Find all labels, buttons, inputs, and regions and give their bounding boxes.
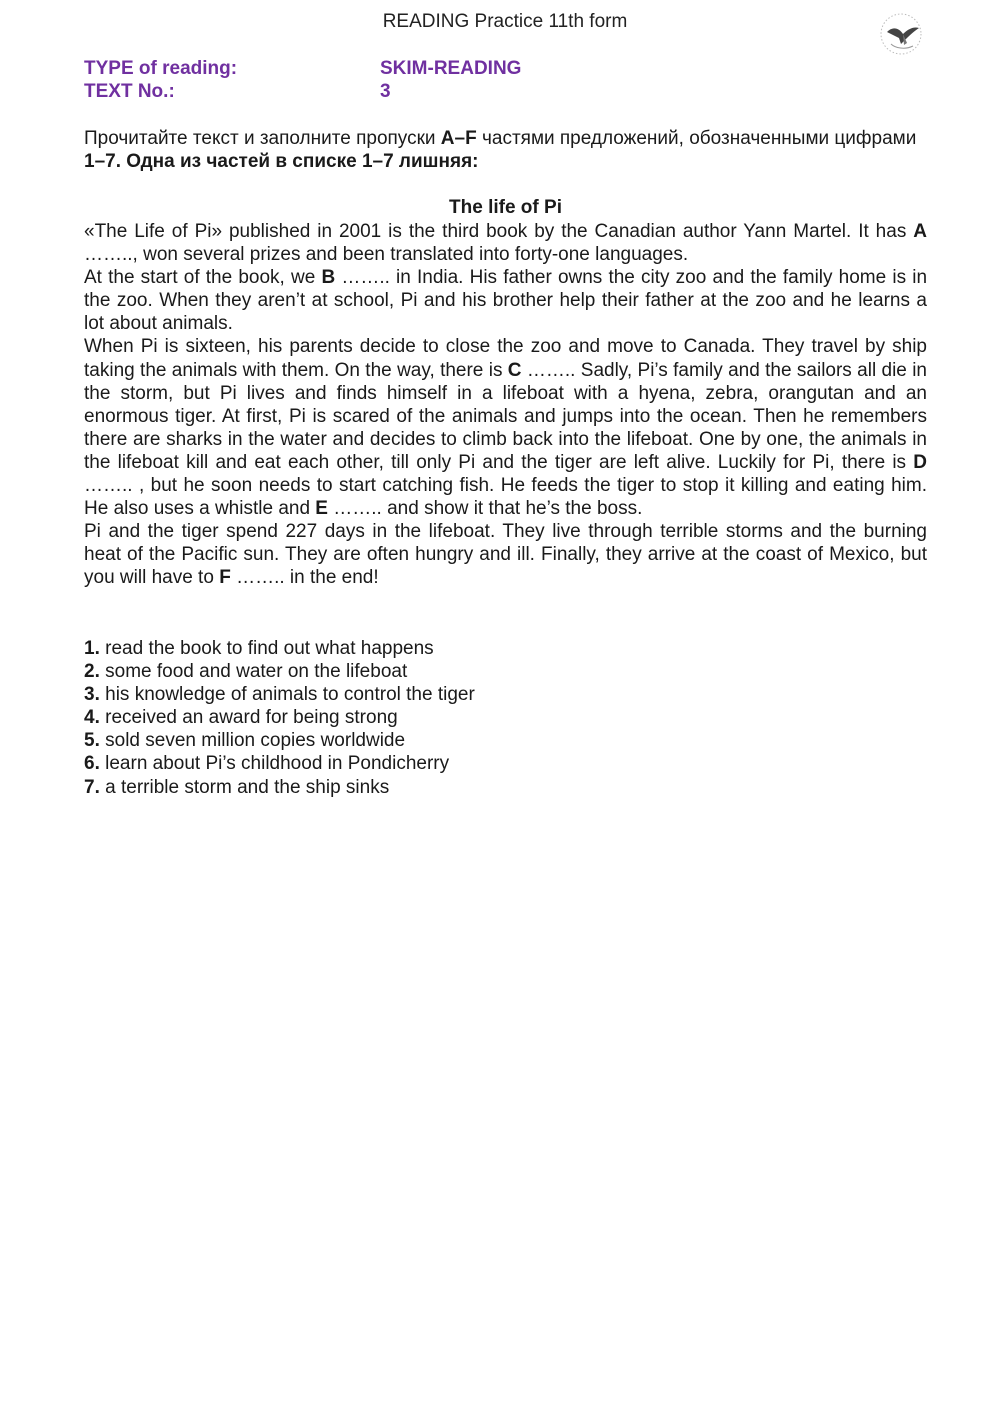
option-item: 7. a terrible storm and the ship sinks [84, 776, 390, 798]
paragraph-2: At the start of the book, we B …….. in India. His father owns the city zoo and the family home is in the zoo. When they aren’t at school, Pi and his brother help their father at the zoo and he learns a lot about animals. [84, 267, 928, 335]
page-header-title: READING Practice 11th form [382, 11, 628, 32]
answer-options-list [84, 637, 475, 799]
option-item: 5. sold seven million copies worldwide [84, 730, 406, 752]
gap-c: C [507, 359, 522, 381]
type-value: SKIM-READING [380, 58, 522, 79]
gap-b: B [321, 267, 336, 289]
option-item: 6. learn about Pi’s childhood in Pondicherry [84, 753, 450, 775]
gap-e: E [315, 498, 328, 520]
gap-f: F [219, 567, 231, 589]
task-instruction: Прочитайте текст и заполните пропуски A–F частями предложений, обозначенными цифрами 1–7. Одна из частей в списке 1–7 лишняя: [84, 128, 917, 172]
gap-a: A [913, 221, 927, 242]
reading-text [84, 220, 927, 590]
reading-meta [84, 57, 521, 103]
paragraph-1: «The Life of Pi» published in 2001 is the third book by the Canadian author Yann Martel. It has A …….., won several prizes and been translated into forty-one languages. [84, 221, 927, 266]
option-item: 2. some food and water on the lifeboat [84, 661, 408, 683]
option-item: 4. received an award for being strong [84, 707, 398, 729]
text-title: The life of Pi [449, 197, 562, 218]
text-number-label: TEXT No.: [84, 81, 175, 102]
option-item: 3. his knowledge of animals to control the tiger [84, 684, 475, 706]
option-item: 1. read the book to find out what happens [84, 638, 434, 659]
type-label: TYPE of reading: [84, 58, 238, 79]
paragraph-4: Pi and the tiger spend 227 days in the lifeboat. They live through terrible storms and the burning heat of the Pacific sun. They are often hungry and ill. Finally, they arrive at the coast of Mexico, but you will have to F …….. in the end! [84, 521, 927, 589]
bird-logo-icon [877, 10, 925, 58]
gap-d: D [913, 451, 927, 473]
text-number-value: 3 [380, 81, 391, 102]
paragraph-3: When Pi is sixteen, his parents decide to close the zoo and move to Canada. They travel by ship taking the animals with them. On the way, there is C …….. Sadly, Pi’s family and the sailors all die in the storm, but Pi lives and finds himself in a lifeboat with a hyena, zebra, orangutan and an enormous tiger. At first, Pi is scared of the animals and jumps into the ocean. Then he remembers there are sharks in the water and decides to climb back into the lifeboat. One by one, the animals in the lifeboat kill and eat each other, till only Pi and the tiger are left alive. Luckily for Pi, there is D …….. , but he soon needs to start catching fish. He feeds the tiger to stop it killing and eating him. He also uses a whistle and E …….. and show it that he’s the boss. [84, 336, 927, 520]
